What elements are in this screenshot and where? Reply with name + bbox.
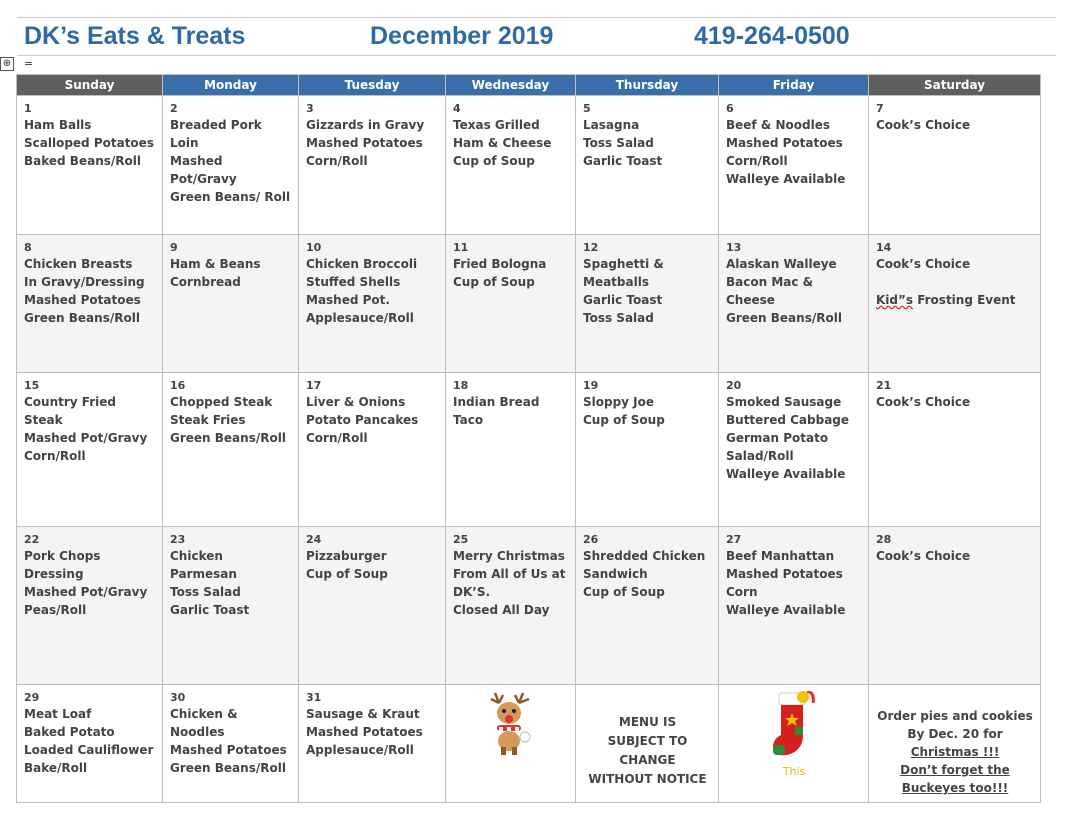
day-cell[interactable] xyxy=(576,373,719,527)
day-cell[interactable] xyxy=(163,527,299,685)
menu-item: Mashed Pot. xyxy=(306,293,390,307)
menu-item: Shredded Chicken Sandwich xyxy=(583,549,706,581)
day-cell[interactable] xyxy=(163,685,299,803)
menu-item: From All of Us at DK’S. xyxy=(453,567,566,599)
menu-item: Indian Bread Taco xyxy=(453,395,540,427)
weekday-header-row xyxy=(17,75,1041,96)
menu-item: Country Fried Steak xyxy=(24,395,116,427)
day-number: 18 xyxy=(453,379,469,392)
menu-item: Closed All Day xyxy=(453,603,550,617)
menu-item: Cook’s Choice xyxy=(876,395,971,409)
paragraph-mark: = xyxy=(24,57,34,70)
menu-item: Garlic Toast xyxy=(170,603,250,617)
menu-item: Walleye Available xyxy=(726,172,846,186)
weekday-header: Friday xyxy=(719,75,869,96)
menu-item: Green Beans/Roll xyxy=(24,311,140,325)
reindeer-icon xyxy=(485,691,537,757)
menu-item: Walleye Available xyxy=(726,603,846,617)
menu-item: Liver & Onions xyxy=(306,395,406,409)
day-number: 16 xyxy=(170,379,186,392)
menu-item: Applesauce/Roll xyxy=(306,743,414,757)
day-number: 11 xyxy=(453,241,469,254)
menu-item: Corn/Roll xyxy=(306,154,368,168)
menu-item: Mashed Potatoes xyxy=(24,293,141,307)
notice-line: WITHOUT NOTICE xyxy=(588,772,707,786)
order-line: Christmas !!! xyxy=(910,745,1000,759)
menu-item: Cornbread xyxy=(170,275,241,289)
menu-item: Walleye Available xyxy=(726,467,846,481)
menu-item: Garlic Toast xyxy=(583,154,663,168)
day-number: 1 xyxy=(24,102,32,115)
menu-item: Ham & Beans xyxy=(170,257,261,271)
menu-item: Corn/Roll xyxy=(24,449,86,463)
menu-item: Mashed Potatoes xyxy=(726,136,843,150)
day-cell[interactable] xyxy=(163,235,299,373)
day-cell[interactable] xyxy=(299,96,446,235)
menu-item: Meat Loaf xyxy=(24,707,92,721)
menu-item: Corn xyxy=(726,585,758,599)
menu-item: Baked Beans/Roll xyxy=(24,154,141,168)
menu-item: Corn/Roll xyxy=(726,154,788,168)
day-cell[interactable] xyxy=(299,235,446,373)
header-bottom-rule xyxy=(17,55,1056,56)
day-cell[interactable] xyxy=(719,235,869,373)
phone-number: 419-264-0500 xyxy=(694,22,850,50)
weekday-header: Wednesday xyxy=(446,75,576,96)
menu-item: Steak Fries xyxy=(170,413,246,427)
day-number: 3 xyxy=(306,102,314,115)
menu-item: Cook’s Choice xyxy=(876,257,971,271)
menu-item: Cup of Soup xyxy=(453,275,535,289)
table-move-handle-icon[interactable]: ⊕ xyxy=(0,57,14,71)
header-top-rule xyxy=(17,17,1056,18)
day-number: 22 xyxy=(24,533,40,546)
day-cell[interactable] xyxy=(17,96,163,235)
menu-item: Spaghetti & Meatballs xyxy=(583,257,664,289)
menu-item: Breaded Pork Loin xyxy=(170,118,262,150)
menu-item: Chopped Steak xyxy=(170,395,273,409)
day-cell[interactable] xyxy=(869,373,1041,527)
day-number: 30 xyxy=(170,691,186,704)
menu-item: Cook’s Choice xyxy=(876,549,971,563)
day-cell[interactable] xyxy=(17,685,163,803)
menu-item: Bacon Mac & Cheese xyxy=(726,275,814,307)
day-cell[interactable] xyxy=(719,527,869,685)
menu-item: Corn/Roll xyxy=(306,431,368,445)
day-cell[interactable] xyxy=(719,373,869,527)
day-number: 15 xyxy=(24,379,40,392)
day-cell[interactable] xyxy=(576,527,719,685)
menu-item: Stuffed Shells xyxy=(306,275,401,289)
menu-item: Chicken Broccoli xyxy=(306,257,418,271)
day-cell[interactable] xyxy=(17,235,163,373)
day-number: 10 xyxy=(306,241,322,254)
day-number: 9 xyxy=(170,241,178,254)
menu-item: Peas/Roll xyxy=(24,603,87,617)
day-cell[interactable] xyxy=(576,235,719,373)
calendar-table xyxy=(16,74,1041,803)
day-cell[interactable] xyxy=(446,373,576,527)
menu-item: Cook’s Choice xyxy=(876,118,971,132)
menu-item: Mashed Pot/Gravy xyxy=(24,585,148,599)
day-cell[interactable] xyxy=(446,235,576,373)
day-number: 24 xyxy=(306,533,322,546)
day-number: 23 xyxy=(170,533,186,546)
menu-item: Chicken & Noodles xyxy=(170,707,238,739)
menu-item: Chicken Breasts xyxy=(24,257,133,271)
menu-item: Green Beans/ Roll xyxy=(170,190,291,204)
menu-item: Ham Balls xyxy=(24,118,92,132)
menu-item: Toss Salad xyxy=(583,136,654,150)
menu-item: Gizzards in Gravy xyxy=(306,118,425,132)
day-cell[interactable] xyxy=(163,96,299,235)
day-cell[interactable] xyxy=(299,373,446,527)
day-cell[interactable] xyxy=(17,373,163,527)
christmas-stocking-icon xyxy=(769,691,819,763)
day-cell[interactable] xyxy=(869,96,1041,235)
day-cell[interactable] xyxy=(163,373,299,527)
menu-item: Fried Bologna xyxy=(453,257,547,271)
business-name: DK’s Eats & Treats xyxy=(24,22,246,50)
day-number: 2 xyxy=(170,102,178,115)
menu-item: Lasagna xyxy=(583,118,640,132)
menu-item xyxy=(876,273,1034,291)
day-number: 13 xyxy=(726,241,742,254)
day-number: 25 xyxy=(453,533,469,546)
month-year-title: December 2019 xyxy=(370,22,554,50)
menu-item: Kid”s Frosting Event xyxy=(876,293,1016,307)
menu-item: Baked Potato xyxy=(24,725,115,739)
day-number: 21 xyxy=(876,379,892,392)
menu-item: Cup of Soup xyxy=(583,413,665,427)
day-cell[interactable] xyxy=(17,527,163,685)
order-reminder-cell xyxy=(869,685,1041,803)
weekday-header: Monday xyxy=(163,75,299,96)
menu-item: Loaded Cauliflower Bake/Roll xyxy=(24,743,154,775)
menu-item: Toss Salad xyxy=(583,311,654,325)
menu-item: Beef & Noodles xyxy=(726,118,830,132)
menu-item: Cup of Soup xyxy=(583,585,665,599)
menu-item: Mashed Potatoes xyxy=(306,725,423,739)
stocking-caption: This xyxy=(782,765,806,778)
reindeer-cell xyxy=(446,685,576,803)
menu-item: Mashed Potatoes xyxy=(306,136,423,150)
menu-item: Sloppy Joe xyxy=(583,395,655,409)
day-cell[interactable] xyxy=(576,96,719,235)
week-row xyxy=(17,235,1041,373)
weekday-header: Sunday xyxy=(17,75,163,96)
order-line: Don’t forget the xyxy=(900,763,1010,777)
day-number: 27 xyxy=(726,533,742,546)
day-number: 5 xyxy=(583,102,591,115)
day-number: 31 xyxy=(306,691,322,704)
day-cell[interactable] xyxy=(719,96,869,235)
day-cell[interactable] xyxy=(299,685,446,803)
menu-item: Cup of Soup xyxy=(306,567,388,581)
menu-item: Beef Manhattan xyxy=(726,549,835,563)
day-number: 14 xyxy=(876,241,892,254)
menu-item: Green Beans/Roll xyxy=(170,431,286,445)
notice-line: CHANGE xyxy=(619,753,676,767)
menu-item: Alaskan Walleye xyxy=(726,257,837,271)
menu-item: Buttered Cabbage xyxy=(726,413,850,427)
weekday-header: Saturday xyxy=(869,75,1041,96)
menu-item: Garlic Toast xyxy=(583,293,663,307)
menu-item: Pizzaburger xyxy=(306,549,387,563)
menu-item: Chicken Parmesan xyxy=(170,549,237,581)
menu-item: Mashed Pot/Gravy xyxy=(170,154,237,186)
day-number: 19 xyxy=(583,379,599,392)
day-number: 28 xyxy=(876,533,892,546)
menu-item: Texas Grilled Ham & Cheese xyxy=(453,118,552,150)
day-number: 29 xyxy=(24,691,40,704)
weekday-header: Thursday xyxy=(576,75,719,96)
menu-item: In Gravy/Dressing xyxy=(24,275,145,289)
menu-item: Mashed Pot/Gravy xyxy=(24,431,148,445)
week-row xyxy=(17,373,1041,527)
menu-item: Applesauce/Roll xyxy=(306,311,414,325)
day-number: 26 xyxy=(583,533,599,546)
order-line: Order pies and cookies xyxy=(877,709,1033,723)
menu-item: Potato Pancakes xyxy=(306,413,419,427)
week-row xyxy=(17,685,1041,803)
menu-item: Dressing xyxy=(24,567,84,581)
menu-item: Toss Salad xyxy=(170,585,241,599)
menu-item: Pork Chops xyxy=(24,549,101,563)
menu-item: Scalloped Potatoes xyxy=(24,136,154,150)
day-cell[interactable] xyxy=(299,527,446,685)
menu-item: Green Beans/Roll xyxy=(726,311,842,325)
menu-item: Sausage & Kraut xyxy=(306,707,420,721)
menu-item: Mashed Potatoes xyxy=(726,567,843,581)
week-row xyxy=(17,527,1041,685)
menu-item: Mashed Potatoes xyxy=(170,743,287,757)
stocking-cell xyxy=(719,685,869,803)
day-number: 7 xyxy=(876,102,884,115)
menu-item: Green Beans/Roll xyxy=(170,761,286,775)
menu-item: German Potato Salad/Roll xyxy=(726,431,829,463)
menu-item: Cup of Soup xyxy=(453,154,535,168)
notice-cell xyxy=(576,685,719,803)
order-line: By Dec. 20 for xyxy=(907,727,1003,741)
day-number: 8 xyxy=(24,241,32,254)
day-number: 12 xyxy=(583,241,599,254)
notice-line: MENU IS xyxy=(618,715,677,729)
order-line: Buckeyes too!!! xyxy=(901,781,1009,795)
day-cell[interactable] xyxy=(446,527,576,685)
day-cell[interactable] xyxy=(446,96,576,235)
day-number: 17 xyxy=(306,379,322,392)
day-number: 20 xyxy=(726,379,742,392)
weekday-header: Tuesday xyxy=(299,75,446,96)
week-row xyxy=(17,96,1041,235)
day-cell[interactable] xyxy=(869,235,1041,373)
day-number: 6 xyxy=(726,102,734,115)
menu-item: Merry Christmas xyxy=(453,549,565,563)
day-number: 4 xyxy=(453,102,461,115)
menu-item: Smoked Sausage xyxy=(726,395,842,409)
day-cell[interactable] xyxy=(869,527,1041,685)
notice-line: SUBJECT TO xyxy=(607,734,688,748)
